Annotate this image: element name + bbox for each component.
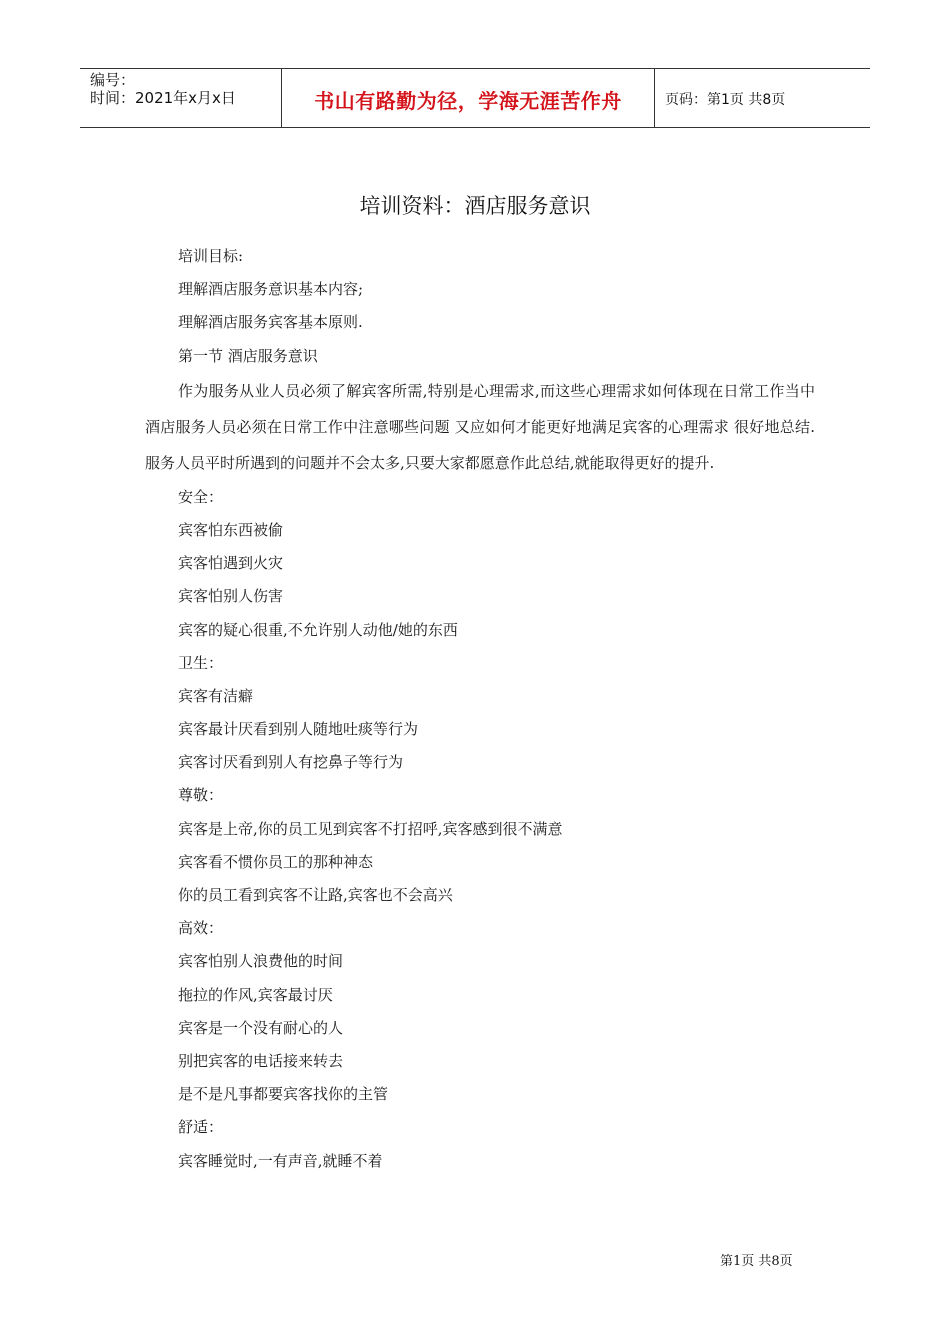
- document-header: [80, 68, 870, 128]
- category-heading-comfort: 舒适：: [178, 1118, 224, 1137]
- list-item: 是不是凡事都要宾客找你的主管: [178, 1085, 389, 1104]
- list-item: 宾客讨厌看到别人有挖鼻子等行为: [178, 753, 404, 772]
- list-item: 宾客怕遇到火灾: [178, 554, 284, 573]
- list-item: 宾客是上帝,你的员工见到宾客不打招呼,宾客感到很不满意: [178, 819, 563, 838]
- list-item: 宾客看不惯你员工的那种神态: [178, 852, 374, 871]
- category-heading-safety: 安全：: [178, 487, 224, 506]
- category-heading-respect: 尊敬：: [178, 786, 224, 805]
- document-body: [145, 240, 815, 1178]
- document-title: 培训资料：酒店服务意识: [359, 194, 591, 218]
- header-motto: 书山有路勤为径，学海无涯苦作舟: [314, 89, 622, 113]
- list-item: 宾客是一个没有耐心的人: [178, 1018, 344, 1037]
- list-item: 宾客的疑心很重,不允许别人动他/她的东西: [178, 620, 458, 639]
- header-info: [90, 71, 236, 107]
- header-page-label: 页码：第1页 共8页: [665, 92, 786, 108]
- category-heading-hygiene: 卫生：: [178, 653, 224, 672]
- list-item: 宾客怕别人伤害: [178, 587, 284, 606]
- goal-item: 理解酒店服务意识基本内容;: [178, 280, 364, 299]
- section-paragraph: 作为服务从业人员必须了解宾客所需,特别是心理需求,而这些心理需求如何体现在日常工作当中 酒店服务人员必须在日常工作中注意哪些问题 又应如何才能更好地满足宾客的心理需求 很好地总结.服务人员平时所遇到的问题并不会太多,只要大家都愿意作此总结,就能取得更好的提升.: [145, 381, 815, 472]
- goal-item: 理解酒店服务宾客基本原则.: [178, 313, 363, 332]
- list-item: 别把宾客的电话接来转去: [178, 1051, 344, 1070]
- section-heading: 第一节 酒店服务意识: [178, 346, 318, 365]
- header-divider: [654, 69, 655, 128]
- list-item: 宾客怕东西被偷: [178, 520, 284, 539]
- list-item: 宾客最计厌看到别人随地吐痰等行为: [178, 720, 419, 739]
- list-item: 宾客睡觉时,一有声音,就睡不着: [178, 1151, 383, 1170]
- header-number-label: 编号：: [90, 71, 136, 89]
- list-item: 你的员工看到宾客不让路,宾客也不会高兴: [178, 886, 453, 904]
- list-item: 拖拉的作风,宾客最讨厌: [178, 985, 333, 1004]
- category-heading-efficiency: 高效：: [178, 919, 224, 938]
- goals-heading: 培训目标:: [178, 247, 244, 265]
- page-footer: 第1页 共8页: [720, 1254, 793, 1269]
- list-item: 宾客有洁癖: [178, 686, 254, 705]
- list-item: 宾客怕别人浪费他的时间: [178, 952, 344, 971]
- header-time-label: 时间：2021年x月x日: [90, 89, 236, 107]
